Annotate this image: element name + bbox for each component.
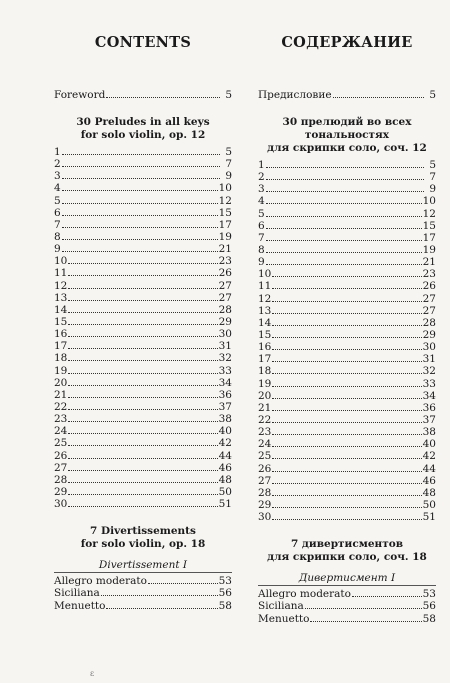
dot-leader: [62, 206, 218, 216]
toc-entry[interactable]: [54, 218, 232, 230]
entry-label: 1: [54, 146, 61, 158]
entry-label: 29: [54, 485, 68, 498]
dot-leader: [272, 304, 421, 314]
entry-label: 3: [258, 183, 265, 196]
entry-label: 22: [54, 400, 68, 413]
entry-label: 23: [258, 426, 272, 439]
entry-page: 10: [422, 195, 436, 208]
dot-leader: [62, 145, 220, 155]
entry-label: 15: [54, 315, 68, 328]
entry-label: Foreword: [54, 89, 106, 101]
entry-label: 6: [258, 219, 265, 232]
toc-entry[interactable]: [258, 255, 436, 267]
section-title-line: 7 дивертисментов: [290, 538, 404, 551]
dot-leader: [68, 412, 217, 422]
entry-label: Allegro moderato: [258, 588, 351, 601]
dot-leader: [352, 587, 422, 597]
entry-label: 10: [54, 255, 68, 268]
entry-label: 2: [54, 158, 61, 171]
entry-label: 15: [258, 328, 272, 341]
page-mark: ε: [90, 669, 95, 678]
toc-entry-foreword[interactable]: [54, 88, 232, 102]
entry-label: 5: [258, 207, 265, 220]
dot-leader: [62, 169, 220, 179]
toc-entry[interactable]: [54, 303, 232, 315]
contents-column-russian: [258, 34, 436, 624]
entry-label: 9: [258, 256, 265, 269]
dot-leader: [266, 170, 424, 180]
entry-page: 10: [218, 182, 232, 195]
entry-page: 31: [422, 353, 436, 366]
dot-leader: [68, 461, 217, 471]
dot-leader: [272, 364, 421, 374]
toc-entry[interactable]: [54, 266, 232, 278]
page-title: CONTENTS: [94, 34, 192, 51]
entry-label: 8: [258, 243, 265, 256]
dot-leader: [68, 436, 217, 446]
entry-page: 7: [429, 171, 436, 184]
entry-label: 19: [54, 364, 68, 377]
entry-label: 25: [54, 437, 68, 450]
entry-page: 7: [225, 158, 232, 171]
entry-page: 5: [225, 89, 232, 101]
toc-entry[interactable]: [258, 352, 436, 364]
dot-leader: [266, 231, 422, 241]
entry-page: 21: [218, 243, 232, 256]
toc-entry[interactable]: [54, 291, 232, 303]
toc-entry[interactable]: [258, 267, 436, 279]
toc-entry[interactable]: [258, 587, 436, 599]
toc-entry[interactable]: [54, 364, 232, 376]
toc-entry[interactable]: [54, 485, 232, 497]
dot-leader: [272, 279, 421, 289]
toc-entry[interactable]: [54, 574, 232, 586]
entry-label: 17: [54, 340, 68, 353]
dot-leader: [68, 400, 217, 410]
dot-leader: [62, 242, 218, 252]
entry-label: 10: [258, 268, 272, 281]
entry-label: 26: [258, 462, 272, 475]
entry-label: 26: [54, 449, 68, 462]
entry-label: Предисловие: [258, 89, 332, 101]
toc-entry[interactable]: [54, 473, 232, 485]
entry-label: 29: [258, 498, 272, 511]
section-title-line: for solo violin, op. 12: [80, 129, 206, 141]
entry-label: 12: [258, 292, 272, 305]
dot-leader: [68, 279, 217, 289]
toc-entry[interactable]: [54, 327, 232, 339]
entry-page: 27: [218, 291, 232, 304]
entry-page: 50: [422, 498, 436, 511]
entry-page: 23: [218, 255, 232, 268]
section-title-line: 30 Preludes in all keys: [76, 116, 210, 128]
subsection-title: Divertissement I: [54, 559, 232, 573]
entry-label: 21: [54, 388, 68, 401]
dot-leader: [68, 424, 217, 434]
dot-leader: [62, 181, 218, 191]
entry-page: 38: [422, 426, 436, 439]
toc-entry[interactable]: [258, 328, 436, 340]
toc-entry[interactable]: [54, 157, 232, 169]
entry-page: 50: [218, 485, 232, 498]
toc-entry[interactable]: [54, 461, 232, 473]
entry-page: 56: [422, 600, 436, 613]
entry-page: 33: [422, 377, 436, 390]
entry-label: 20: [54, 376, 68, 389]
dot-leader: [272, 292, 421, 302]
divertissements-list: [258, 587, 436, 623]
toc-entry[interactable]: [258, 292, 436, 304]
entry-page: 5: [429, 89, 436, 101]
dot-leader: [272, 267, 421, 277]
entry-label: 28: [258, 486, 272, 499]
dot-leader: [101, 586, 218, 596]
toc-entry[interactable]: [54, 449, 232, 461]
dot-leader: [148, 574, 218, 584]
dot-leader: [266, 243, 422, 253]
entry-label: 21: [258, 401, 272, 414]
entry-page: 51: [422, 511, 436, 524]
entry-page: 12: [422, 207, 436, 220]
toc-entry[interactable]: [258, 377, 436, 389]
toc-entry[interactable]: [258, 316, 436, 328]
entry-label: 22: [258, 413, 272, 426]
toc-entry[interactable]: [54, 351, 232, 363]
entry-page: 46: [218, 461, 232, 474]
entry-page: 29: [422, 328, 436, 341]
entry-page: 48: [422, 486, 436, 499]
entry-label: 2: [258, 171, 265, 184]
dot-leader: [68, 351, 217, 361]
toc-entry[interactable]: [54, 599, 232, 611]
toc-entry[interactable]: [258, 207, 436, 219]
contents-column-english: [54, 34, 232, 611]
entry-label: 20: [258, 389, 272, 402]
dot-leader: [272, 510, 421, 520]
entry-page: 28: [422, 316, 436, 329]
toc-entry[interactable]: [54, 400, 232, 412]
toc-entry[interactable]: [258, 340, 436, 352]
dot-leader: [106, 88, 220, 98]
dot-leader: [68, 473, 217, 483]
entry-page: 15: [422, 219, 436, 232]
entry-page: 29: [218, 315, 232, 328]
entry-page: 32: [422, 365, 436, 378]
dot-leader: [272, 413, 421, 423]
toc-entry[interactable]: [54, 230, 232, 242]
dot-leader: [68, 449, 217, 459]
dot-leader: [62, 218, 218, 228]
entry-label: 7: [54, 218, 61, 231]
entry-page: 5: [429, 159, 436, 171]
entry-label: 16: [54, 328, 68, 341]
entry-label: 4: [54, 182, 61, 195]
entry-page: 30: [422, 341, 436, 354]
entry-page: 58: [218, 599, 232, 612]
entry-page: 9: [225, 170, 232, 183]
toc-entry-foreword[interactable]: [258, 88, 436, 102]
toc-entry[interactable]: [54, 339, 232, 351]
toc-entry[interactable]: [258, 462, 436, 474]
dot-leader: [68, 291, 217, 301]
entry-label: Allegro moderato: [54, 575, 147, 588]
toc-entry[interactable]: [258, 449, 436, 461]
dot-leader: [68, 364, 217, 374]
entry-page: 38: [218, 413, 232, 426]
entry-label: 1: [258, 159, 265, 171]
entry-label: 4: [258, 195, 265, 208]
entry-page: 37: [422, 413, 436, 426]
toc-entry[interactable]: [54, 194, 232, 206]
section-title-preludes: [54, 116, 232, 142]
entry-page: 46: [422, 474, 436, 487]
entry-label: 8: [54, 230, 61, 243]
dot-leader: [272, 486, 421, 496]
entry-label: Menuetto: [54, 599, 106, 612]
dot-leader: [68, 266, 217, 276]
toc-entry[interactable]: [54, 254, 232, 266]
preludes-list: [54, 145, 232, 509]
toc-entry[interactable]: [54, 279, 232, 291]
dot-leader: [272, 328, 421, 338]
entry-label: 14: [258, 316, 272, 329]
entry-page: 15: [218, 206, 232, 219]
divertissements-list: [54, 574, 232, 610]
section-title-line: для скрипки соло, соч. 12: [267, 142, 427, 154]
entry-page: 27: [422, 304, 436, 317]
toc-entry[interactable]: [54, 206, 232, 218]
toc-entry[interactable]: [258, 182, 436, 194]
section-title-divertissements: [258, 538, 436, 564]
toc-entry[interactable]: [54, 497, 232, 509]
entry-page: 34: [218, 376, 232, 389]
dot-leader: [266, 255, 422, 265]
section-title-line: 30 прелюдий во всех тональностях: [282, 116, 412, 141]
entry-label: 19: [258, 377, 272, 390]
entry-label: 18: [258, 365, 272, 378]
entry-label: 14: [54, 303, 68, 316]
toc-entry[interactable]: [258, 498, 436, 510]
entry-label: 9: [54, 243, 61, 256]
entry-label: 25: [258, 450, 272, 463]
entry-page: 51: [218, 498, 232, 511]
dot-leader: [272, 352, 421, 362]
toc-entry[interactable]: [54, 145, 232, 157]
toc-entry[interactable]: [258, 510, 436, 522]
subsection-title: Дивертисмент I: [258, 572, 436, 586]
toc-entry[interactable]: [258, 599, 436, 611]
entry-label: 30: [258, 511, 272, 524]
toc-entry[interactable]: [258, 486, 436, 498]
entry-label: 23: [54, 413, 68, 426]
dot-leader: [272, 498, 421, 508]
dot-leader: [272, 340, 421, 350]
entry-page: 36: [422, 401, 436, 414]
entry-label: 13: [258, 304, 272, 317]
dot-leader: [305, 599, 422, 609]
toc-entry[interactable]: [258, 304, 436, 316]
section-title-line: для скрипки соло, соч. 18: [267, 551, 427, 564]
toc-entry[interactable]: [54, 424, 232, 436]
toc-entry[interactable]: [258, 170, 436, 182]
section-title-line: for solo violin, op. 18: [80, 538, 206, 551]
entry-label: 27: [258, 474, 272, 487]
dot-leader: [272, 437, 421, 447]
dot-leader: [68, 339, 217, 349]
toc-entry[interactable]: [258, 413, 436, 425]
toc-entry[interactable]: [54, 181, 232, 193]
entry-label: Siciliana: [54, 587, 100, 600]
entry-page: 53: [422, 588, 436, 601]
dot-leader: [272, 377, 421, 387]
toc-entry[interactable]: [258, 231, 436, 243]
dot-leader: [266, 207, 422, 217]
dot-leader: [62, 230, 218, 240]
entry-label: 28: [54, 473, 68, 486]
entry-label: 24: [258, 438, 272, 451]
entry-page: 30: [218, 328, 232, 341]
dot-leader: [272, 389, 421, 399]
entry-page: 31: [218, 340, 232, 353]
entry-page: 21: [422, 256, 436, 269]
toc-entry[interactable]: [54, 436, 232, 448]
entry-label: 3: [54, 170, 61, 183]
entry-page: 40: [218, 425, 232, 438]
dot-leader: [266, 158, 424, 168]
dot-leader: [333, 88, 424, 98]
entry-label: 16: [258, 341, 272, 354]
entry-label: 5: [54, 194, 61, 207]
dot-leader: [272, 474, 421, 484]
entry-page: 37: [218, 400, 232, 413]
entry-page: 23: [422, 268, 436, 281]
toc-entry[interactable]: [258, 401, 436, 413]
entry-page: 56: [218, 587, 232, 600]
section-title-divertissements: [54, 525, 232, 551]
dot-leader: [68, 315, 217, 325]
toc-entry[interactable]: [258, 194, 436, 206]
entry-page: 17: [422, 231, 436, 244]
dot-leader: [68, 497, 217, 507]
entry-page: 26: [422, 280, 436, 293]
dot-leader: [272, 449, 421, 459]
section-title-line: 7 Divertissements: [90, 525, 196, 538]
dot-leader: [310, 612, 421, 622]
entry-page: 27: [218, 279, 232, 292]
dot-leader: [272, 462, 421, 472]
toc-entry[interactable]: [258, 219, 436, 231]
toc-entry[interactable]: [258, 389, 436, 401]
entry-page: 48: [218, 473, 232, 486]
toc-entry[interactable]: [258, 158, 436, 170]
entry-page: 5: [225, 146, 232, 158]
entry-label: 7: [258, 231, 265, 244]
dot-leader: [266, 219, 422, 229]
toc-entry[interactable]: [258, 243, 436, 255]
entry-label: 13: [54, 291, 68, 304]
entry-page: 53: [218, 575, 232, 588]
dot-leader: [68, 485, 217, 495]
entry-label: 24: [54, 425, 68, 438]
dot-leader: [62, 194, 218, 204]
toc-entry[interactable]: [54, 412, 232, 424]
entry-page: 9: [429, 183, 436, 196]
entry-page: 42: [422, 450, 436, 463]
dot-leader: [266, 194, 422, 204]
toc-entry[interactable]: [258, 364, 436, 376]
preludes-list: [258, 158, 436, 522]
entry-page: 44: [422, 462, 436, 475]
entry-page: 19: [422, 243, 436, 256]
dot-leader: [272, 316, 421, 326]
entry-label: 11: [54, 267, 68, 280]
toc-entry[interactable]: [54, 169, 232, 181]
entry-page: 42: [218, 437, 232, 450]
toc-entry[interactable]: [54, 586, 232, 598]
toc-entry[interactable]: [54, 315, 232, 327]
dot-leader: [68, 303, 217, 313]
entry-page: 17: [218, 218, 232, 231]
toc-entry[interactable]: [258, 612, 436, 624]
entry-page: 58: [422, 612, 436, 625]
entry-page: 12: [218, 194, 232, 207]
entry-label: 30: [54, 498, 68, 511]
entry-page: 26: [218, 267, 232, 280]
entry-page: 28: [218, 303, 232, 316]
toc-entry[interactable]: [54, 242, 232, 254]
entry-page: 27: [422, 292, 436, 305]
entry-page: 19: [218, 230, 232, 243]
dot-leader: [266, 182, 424, 192]
entry-label: 12: [54, 279, 68, 292]
page-title: СОДЕРЖАНИЕ: [281, 34, 413, 51]
dot-leader: [62, 157, 220, 167]
entry-page: 34: [422, 389, 436, 402]
dot-leader: [106, 599, 217, 609]
entry-page: 33: [218, 364, 232, 377]
entry-page: 40: [422, 438, 436, 451]
dot-leader: [68, 254, 217, 264]
dot-leader: [68, 376, 217, 386]
toc-entry[interactable]: [54, 388, 232, 400]
dot-leader: [272, 425, 421, 435]
toc-entry[interactable]: [54, 376, 232, 388]
entry-label: 18: [54, 352, 68, 365]
entry-label: 17: [258, 353, 272, 366]
entry-label: 6: [54, 206, 61, 219]
entry-label: 27: [54, 461, 68, 474]
entry-label: Siciliana: [258, 600, 304, 613]
toc-entry[interactable]: [258, 279, 436, 291]
dot-leader: [68, 388, 217, 398]
dot-leader: [272, 401, 421, 411]
entry-label: Menuetto: [258, 612, 310, 625]
entry-page: 36: [218, 388, 232, 401]
entry-page: 32: [218, 352, 232, 365]
toc-entry[interactable]: [258, 425, 436, 437]
toc-entry[interactable]: [258, 437, 436, 449]
dot-leader: [68, 327, 217, 337]
section-title-preludes: [258, 116, 436, 155]
toc-entry[interactable]: [258, 474, 436, 486]
entry-page: 44: [218, 449, 232, 462]
entry-label: 11: [258, 280, 272, 293]
